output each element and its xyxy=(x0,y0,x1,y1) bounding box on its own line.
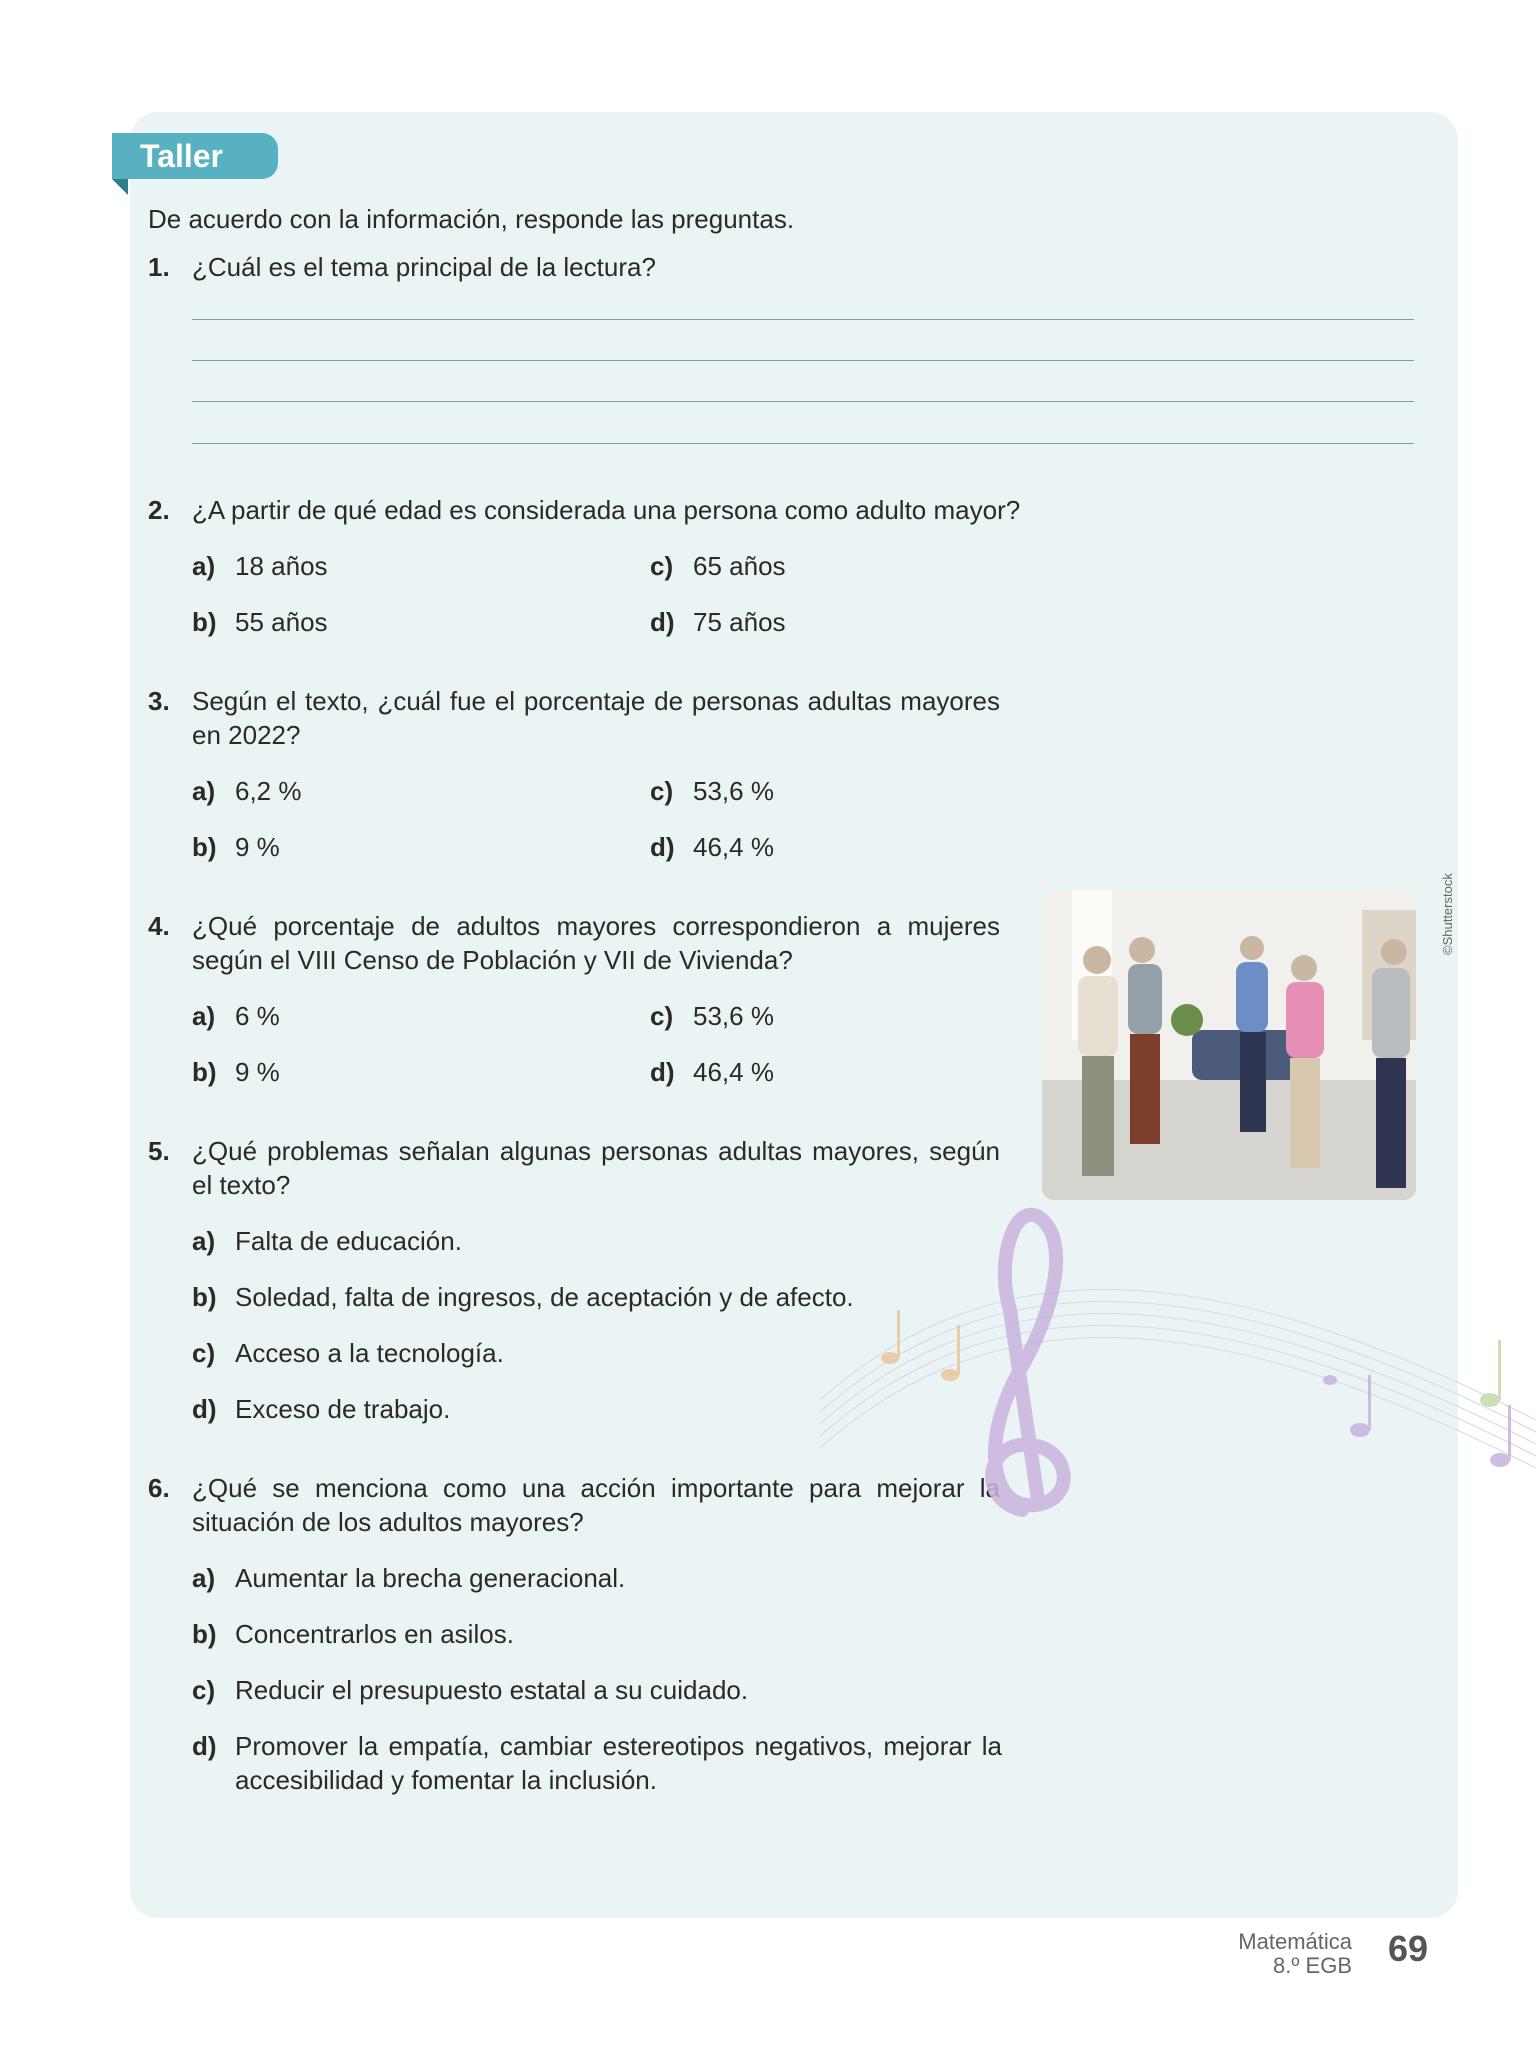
question-text: ¿Cuál es el tema principal de la lectura? xyxy=(192,252,656,282)
option-letter: c) xyxy=(650,776,674,806)
option-letter: d) xyxy=(192,1731,217,1761)
question-number: 3. xyxy=(148,686,170,716)
option-letter: a) xyxy=(192,776,216,806)
option-text: Aumentar la brecha generacional. xyxy=(235,1563,626,1593)
option-text: 65 años xyxy=(693,551,786,581)
answer-line[interactable] xyxy=(192,443,1414,444)
tab-fold xyxy=(112,179,128,195)
option-letter: c) xyxy=(192,1338,216,1368)
photo-credit: ©Shutterstock xyxy=(1440,873,1455,955)
option-text: Exceso de trabajo. xyxy=(235,1394,451,1424)
option-text: Soledad, falta de ingresos, de aceptación y de afecto. xyxy=(235,1282,854,1312)
option-letter: b) xyxy=(192,607,217,637)
option-text: Reducir el presupuesto estatal a su cuidado. xyxy=(235,1675,749,1705)
option-text: 18 años xyxy=(235,551,328,581)
question-number: 5. xyxy=(148,1136,170,1166)
option-letter: d) xyxy=(650,607,675,637)
option-letter: a) xyxy=(192,1563,216,1593)
option-letter: d) xyxy=(192,1394,217,1424)
option-letter: b) xyxy=(192,1619,217,1649)
option-text: Concentrarlos en asilos. xyxy=(235,1619,514,1649)
option-text: 6 % xyxy=(235,1001,280,1031)
section-tab: Taller xyxy=(112,133,278,179)
option-text: Acceso a la tecnología. xyxy=(235,1338,504,1368)
option-letter: c) xyxy=(192,1675,216,1705)
page-number: 69 xyxy=(1388,1928,1429,1969)
question-number: 4. xyxy=(148,911,170,941)
question-number: 1. xyxy=(148,252,170,282)
option-letter: a) xyxy=(192,551,216,581)
option-text: Falta de educación. xyxy=(235,1226,462,1256)
option-text: 75 años xyxy=(693,607,786,637)
option-text: 55 años xyxy=(235,607,328,637)
option-text: 53,6 % xyxy=(693,776,774,806)
question-number: 2. xyxy=(148,495,170,525)
question-text: ¿Qué problemas señalan algunas personas adultas mayores, según el texto? xyxy=(192,1136,1000,1200)
option-letter: b) xyxy=(192,1282,217,1312)
option-text: 46,4 % xyxy=(693,832,774,862)
question-text: ¿Qué porcentaje de adultos mayores correspondieron a mujeres según el VIII Censo de Población y VII de Vivienda? xyxy=(192,911,1000,975)
option-letter: b) xyxy=(192,832,217,862)
option-letter: c) xyxy=(650,551,674,581)
option-letter: a) xyxy=(192,1226,216,1256)
option-letter: a) xyxy=(192,1001,216,1031)
option-text: Promover la empatía, cambiar estereotipos negativos, mejorar la accesibilidad y fomentar la inclusión. xyxy=(235,1731,1002,1795)
grade-level: 8.º EGB xyxy=(1273,1953,1352,1978)
option-text: 46,4 % xyxy=(693,1057,774,1087)
answer-line[interactable] xyxy=(192,319,1414,320)
instructions: De acuerdo con la información, responde las preguntas. xyxy=(148,204,795,234)
question-text: ¿A partir de qué edad es considerada una persona como adulto mayor? xyxy=(192,495,1021,525)
option-letter: b) xyxy=(192,1057,217,1087)
question-text: ¿Qué se menciona como una acción importante para mejorar la situación de los adultos mayores? xyxy=(192,1473,1000,1537)
option-text: 6,2 % xyxy=(235,776,302,806)
answer-line[interactable] xyxy=(192,360,1414,361)
question-number: 6. xyxy=(148,1473,170,1503)
option-text: 53,6 % xyxy=(693,1001,774,1031)
subject-name: Matemática xyxy=(1238,1929,1352,1954)
option-text: 9 % xyxy=(235,1057,280,1087)
music-decoration xyxy=(800,1200,1536,1540)
option-letter: d) xyxy=(650,832,675,862)
option-text: 9 % xyxy=(235,832,280,862)
option-letter: c) xyxy=(650,1001,674,1031)
question-text: Según el texto, ¿cuál fue el porcentaje de personas adultas mayores en 2022? xyxy=(192,686,1000,750)
footer-subject xyxy=(1238,1930,1352,1978)
seniors-dancing-photo xyxy=(1042,890,1416,1200)
answer-line[interactable] xyxy=(192,401,1414,402)
option-letter: d) xyxy=(650,1057,675,1087)
